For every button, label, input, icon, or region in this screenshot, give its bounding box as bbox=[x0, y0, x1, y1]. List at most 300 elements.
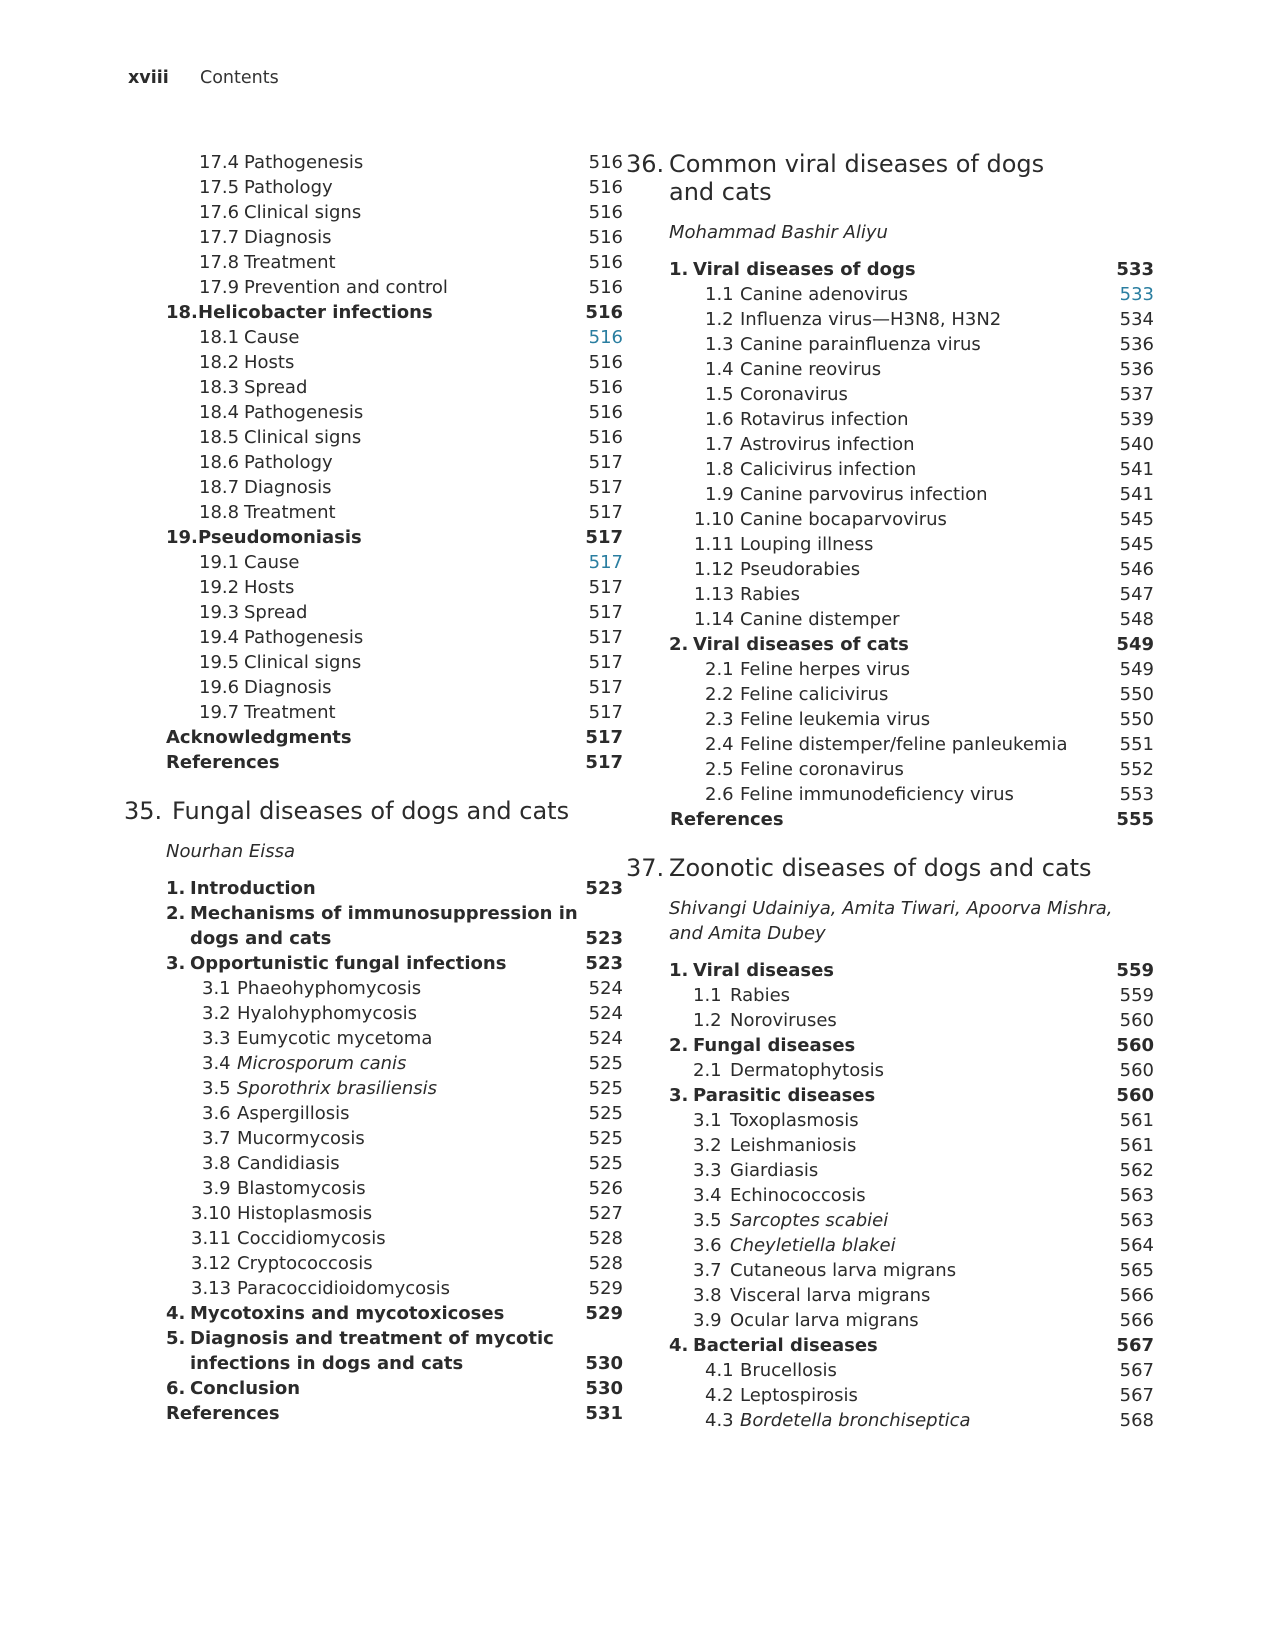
toc-page-number: 523 bbox=[585, 953, 623, 974]
toc-entry-number: 2.5 bbox=[705, 759, 734, 780]
toc-subsection-entry[interactable] bbox=[128, 175, 623, 200]
toc-entry-title: Diagnosis bbox=[244, 477, 332, 498]
toc-entry-title: Mycotoxins and mycotoxicoses bbox=[190, 1303, 505, 1324]
toc-entry-number: 1.7 bbox=[705, 434, 734, 455]
toc-subsection-entry[interactable] bbox=[654, 1058, 1154, 1083]
toc-page-number: 525 bbox=[588, 1053, 623, 1074]
toc-page-number: 525 bbox=[588, 1078, 623, 1099]
toc-subsection-entry[interactable] bbox=[128, 625, 623, 650]
toc-page-number: 568 bbox=[1119, 1410, 1154, 1431]
toc-page-number: 548 bbox=[1119, 609, 1154, 630]
toc-entry-title: Introduction bbox=[190, 878, 316, 899]
toc-entry-number: 4.2 bbox=[705, 1385, 734, 1406]
chapter-authors bbox=[166, 839, 623, 864]
chapter-36-heading bbox=[626, 150, 1154, 206]
toc-backmatter-entry[interactable] bbox=[128, 1401, 623, 1426]
toc-page-number: 517 bbox=[588, 477, 623, 498]
toc-entry-number: 18.6 bbox=[199, 452, 240, 473]
toc-subsection-entry[interactable] bbox=[128, 325, 623, 350]
toc-subsection-entry[interactable] bbox=[128, 425, 623, 450]
toc-entry-title: Spread bbox=[244, 602, 308, 623]
toc-subsection-entry[interactable] bbox=[128, 976, 623, 1001]
toc-entry-title: Mechanisms of immunosuppression in bbox=[190, 903, 578, 924]
toc-subsection-entry[interactable] bbox=[128, 1201, 623, 1226]
toc-subsection-entry[interactable] bbox=[654, 557, 1154, 582]
toc-page-number: 517 bbox=[585, 727, 623, 748]
toc-entry-number: 1.10 bbox=[694, 509, 735, 530]
toc-page-number: 526 bbox=[588, 1178, 623, 1199]
toc-subsection-entry[interactable] bbox=[128, 1276, 623, 1301]
toc-subsection-entry[interactable] bbox=[128, 1026, 623, 1051]
toc-subsection-entry[interactable] bbox=[654, 1133, 1154, 1158]
toc-page-number: 516 bbox=[588, 277, 623, 298]
toc-entry-number: 4.3 bbox=[705, 1410, 734, 1431]
toc-subsection-entry[interactable] bbox=[654, 1158, 1154, 1183]
toc-subsection-entry[interactable] bbox=[128, 375, 623, 400]
toc-entry-number: 2. bbox=[669, 1035, 689, 1056]
toc-subsection-entry[interactable] bbox=[654, 1233, 1154, 1258]
toc-page-number: 516 bbox=[588, 252, 623, 273]
toc-page-number: 566 bbox=[1119, 1285, 1154, 1306]
toc-subsection-entry[interactable] bbox=[654, 1208, 1154, 1233]
toc-page-number: 551 bbox=[1119, 734, 1154, 755]
toc-page-number: 523 bbox=[585, 878, 623, 899]
toc-entry-number: 4.1 bbox=[705, 1360, 734, 1381]
toc-entry-title: Pseudomoniasis bbox=[198, 527, 362, 548]
toc-entry-title: Clinical signs bbox=[244, 652, 362, 673]
toc-page-number: 561 bbox=[1119, 1135, 1154, 1156]
toc-subsection-entry[interactable] bbox=[654, 757, 1154, 782]
toc-entry-title: Feline immunodeficiency virus bbox=[740, 784, 1014, 805]
toc-subsection-entry[interactable] bbox=[654, 457, 1154, 482]
toc-page-number: 529 bbox=[588, 1278, 623, 1299]
toc-backmatter-entry[interactable] bbox=[128, 725, 623, 750]
toc-page-number: 537 bbox=[1119, 384, 1154, 405]
toc-entry-title: Pseudorabies bbox=[740, 559, 861, 580]
toc-page-number: 525 bbox=[588, 1128, 623, 1149]
right-column bbox=[626, 150, 1154, 1433]
toc-page-number: 528 bbox=[588, 1253, 623, 1274]
toc-subsection-entry[interactable] bbox=[128, 1101, 623, 1126]
toc-entry-title: Treatment bbox=[244, 252, 336, 273]
toc-entry-title: Feline leukemia virus bbox=[740, 709, 931, 730]
toc-section-entry[interactable] bbox=[654, 958, 1154, 983]
toc-list-chapter-35 bbox=[128, 876, 623, 1426]
toc-entry-number: 1.3 bbox=[705, 334, 734, 355]
toc-subsection-entry[interactable] bbox=[128, 1126, 623, 1151]
toc-page-number: 539 bbox=[1119, 409, 1154, 430]
toc-page-number: 564 bbox=[1119, 1235, 1154, 1256]
toc-entry-number: 19. bbox=[166, 527, 198, 548]
toc-subsection-entry[interactable] bbox=[654, 732, 1154, 757]
toc-section-entry[interactable] bbox=[654, 257, 1154, 282]
toc-entry-title: Visceral larva migrans bbox=[730, 1285, 931, 1306]
toc-page-number: 561 bbox=[1119, 1110, 1154, 1131]
toc-page-number: 524 bbox=[588, 1003, 623, 1024]
toc-page-link[interactable]: 533 bbox=[1119, 284, 1154, 305]
toc-entry-title: Spread bbox=[244, 377, 308, 398]
toc-entry-number: 1.14 bbox=[694, 609, 735, 630]
toc-page-number: 517 bbox=[588, 677, 623, 698]
toc-subsection-entry[interactable] bbox=[128, 250, 623, 275]
toc-subsection-entry[interactable] bbox=[654, 1408, 1154, 1433]
toc-subsection-entry[interactable] bbox=[654, 1183, 1154, 1208]
toc-page-number: 546 bbox=[1119, 559, 1154, 580]
chapter-title-line[interactable]: Common viral diseases of dogs bbox=[669, 150, 1045, 178]
toc-entry-title: Feline herpes virus bbox=[740, 659, 910, 680]
toc-list-chapter-36 bbox=[654, 257, 1154, 832]
toc-entry-title: Ocular larva migrans bbox=[730, 1310, 919, 1331]
toc-subsection-entry[interactable] bbox=[654, 357, 1154, 382]
toc-page-number: 525 bbox=[588, 1103, 623, 1124]
toc-entry-number: 1.12 bbox=[694, 559, 735, 580]
toc-page-number: 553 bbox=[1119, 784, 1154, 805]
toc-subsection-entry[interactable] bbox=[128, 600, 623, 625]
toc-entry-number: 1.2 bbox=[693, 1010, 722, 1031]
toc-entry-title: Rotavirus infection bbox=[740, 409, 909, 430]
running-title: Contents bbox=[200, 68, 279, 88]
toc-entry-title: Canine bocaparvovirus bbox=[740, 509, 947, 530]
toc-page-number: 517 bbox=[588, 627, 623, 648]
chapter-number: 37. bbox=[626, 854, 665, 882]
toc-subsection-entry[interactable] bbox=[654, 1108, 1154, 1133]
toc-subsection-entry[interactable] bbox=[128, 675, 623, 700]
toc-entry-number: 1.8 bbox=[705, 459, 734, 480]
toc-entry-number: 1.1 bbox=[693, 985, 722, 1006]
toc-entry-title: Hyalohyphomycosis bbox=[237, 1003, 417, 1024]
toc-page-number: 540 bbox=[1119, 434, 1154, 455]
toc-entry-number: 18.8 bbox=[199, 502, 240, 523]
toc-subsection-entry[interactable] bbox=[654, 307, 1154, 332]
toc-page-number: 567 bbox=[1119, 1385, 1154, 1406]
toc-section-entry[interactable] bbox=[128, 876, 623, 901]
toc-entry-number: 3.9 bbox=[202, 1178, 231, 1199]
toc-entry-title: Helicobacter infections bbox=[198, 302, 433, 323]
toc-subsection-entry[interactable] bbox=[654, 382, 1154, 407]
toc-page-number: 529 bbox=[585, 1303, 623, 1324]
toc-entry-title: Canine adenovirus bbox=[740, 284, 909, 305]
toc-entry-number: 4. bbox=[166, 1303, 186, 1324]
toc-subsection-entry[interactable] bbox=[654, 1283, 1154, 1308]
toc-entry-title: Cause bbox=[244, 327, 300, 348]
toc-entry-title: Noroviruses bbox=[730, 1010, 837, 1031]
author-line: Mohammad Bashir Aliyu bbox=[669, 222, 888, 243]
toc-page-number: 516 bbox=[588, 202, 623, 223]
toc-subsection-entry[interactable] bbox=[654, 1383, 1154, 1408]
toc-subsection-entry[interactable] bbox=[654, 282, 1154, 307]
toc-entry-title: Viral diseases bbox=[693, 960, 835, 981]
toc-entry-title: Toxoplasmosis bbox=[730, 1110, 859, 1131]
toc-subsection-entry[interactable] bbox=[654, 507, 1154, 532]
toc-subsection-entry[interactable] bbox=[128, 1001, 623, 1026]
toc-entry-number: 2.2 bbox=[705, 684, 734, 705]
toc-page-number: 563 bbox=[1119, 1210, 1154, 1231]
toc-section-entry[interactable] bbox=[654, 1033, 1154, 1058]
toc-entry-title: Phaeohyphomycosis bbox=[237, 978, 422, 999]
toc-page-number: 559 bbox=[1119, 985, 1154, 1006]
toc-entry-title: Leishmaniosis bbox=[730, 1135, 857, 1156]
toc-subsection-entry[interactable] bbox=[654, 1008, 1154, 1033]
toc-page-number: 517 bbox=[588, 702, 623, 723]
toc-entry-number: 18.1 bbox=[199, 327, 240, 348]
toc-subsection-entry[interactable] bbox=[128, 1076, 623, 1101]
toc-entry-number: 18.3 bbox=[199, 377, 240, 398]
toc-page-number: 530 bbox=[585, 1378, 623, 1399]
toc-section-entry[interactable] bbox=[128, 1376, 623, 1401]
toc-subsection-entry[interactable] bbox=[128, 400, 623, 425]
toc-entry-number: 3. bbox=[669, 1085, 689, 1106]
toc-subsection-entry[interactable] bbox=[128, 1226, 623, 1251]
chapter-title-line[interactable]: Zoonotic diseases of dogs and cats bbox=[669, 854, 1092, 882]
toc-subsection-entry[interactable] bbox=[654, 532, 1154, 557]
toc-section-entry[interactable] bbox=[128, 1351, 623, 1376]
toc-subsection-entry[interactable] bbox=[128, 550, 623, 575]
toc-entry-title: Cause bbox=[244, 552, 300, 573]
toc-section-entry[interactable] bbox=[128, 1326, 623, 1351]
toc-subsection-entry[interactable] bbox=[654, 582, 1154, 607]
toc-page-number: 552 bbox=[1119, 759, 1154, 780]
toc-entry-title: References bbox=[166, 752, 280, 773]
toc-page-number: 531 bbox=[585, 1403, 623, 1424]
toc-entry-title: Sarcoptes scabiei bbox=[730, 1210, 889, 1231]
toc-entry-number: 4. bbox=[669, 1335, 689, 1356]
toc-entry-number: 1.1 bbox=[705, 284, 734, 305]
toc-entry-number: 3.1 bbox=[693, 1110, 722, 1131]
toc-entry-title: Acknowledgments bbox=[166, 727, 352, 748]
toc-entry-number: 2.6 bbox=[705, 784, 734, 805]
toc-entry-title: Blastomycosis bbox=[237, 1178, 366, 1199]
toc-entry-number: 6. bbox=[166, 1378, 186, 1399]
toc-entry-number: 3.13 bbox=[191, 1278, 232, 1299]
toc-subsection-entry[interactable] bbox=[128, 500, 623, 525]
toc-page-number: 525 bbox=[588, 1153, 623, 1174]
toc-subsection-entry[interactable] bbox=[128, 450, 623, 475]
toc-entry-title: Giardiasis bbox=[730, 1160, 819, 1181]
toc-subsection-entry[interactable] bbox=[128, 700, 623, 725]
left-column bbox=[124, 150, 623, 1426]
chapter-title-line[interactable]: and cats bbox=[669, 178, 772, 206]
chapter-title[interactable] bbox=[669, 854, 1154, 882]
toc-entry-title: References bbox=[166, 1403, 280, 1424]
author-line: Shivangi Udainiya, Amita Tiwari, Apoorva Mishra, bbox=[669, 898, 1113, 919]
toc-entry-number: 1.6 bbox=[705, 409, 734, 430]
toc-subsection-entry[interactable] bbox=[128, 150, 623, 175]
toc-page-number: 517 bbox=[588, 577, 623, 598]
toc-section-entry[interactable] bbox=[128, 926, 623, 951]
toc-page-number: 516 bbox=[588, 177, 623, 198]
toc-subsection-entry[interactable] bbox=[128, 350, 623, 375]
toc-subsection-entry[interactable] bbox=[654, 1358, 1154, 1383]
toc-entry-title: Conclusion bbox=[190, 1378, 301, 1399]
toc-subsection-entry[interactable] bbox=[654, 332, 1154, 357]
toc-entry-title: Coccidiomycosis bbox=[237, 1228, 386, 1249]
toc-page-number: 567 bbox=[1116, 1335, 1154, 1356]
toc-subsection-entry[interactable] bbox=[128, 1251, 623, 1276]
toc-entry-number: 1. bbox=[669, 259, 689, 280]
toc-entry-title: Clinical signs bbox=[244, 202, 362, 223]
toc-page-number: 516 bbox=[585, 302, 623, 323]
toc-subsection-entry[interactable] bbox=[128, 200, 623, 225]
toc-entry-title: Dermatophytosis bbox=[730, 1060, 884, 1081]
toc-entry-number: 3.11 bbox=[191, 1228, 232, 1249]
toc-page-number: 545 bbox=[1119, 534, 1154, 555]
toc-entry-title: Sporothrix brasiliensis bbox=[237, 1078, 437, 1099]
toc-entry-number: 17.4 bbox=[199, 152, 240, 173]
toc-subsection-entry[interactable] bbox=[654, 432, 1154, 457]
toc-page-number: 517 bbox=[585, 527, 623, 548]
toc-entry-number: 3.7 bbox=[202, 1128, 231, 1149]
toc-page-number: 528 bbox=[588, 1228, 623, 1249]
toc-page-number: 517 bbox=[585, 752, 623, 773]
author-line: and Amita Dubey bbox=[669, 923, 826, 944]
toc-subsection-entry[interactable] bbox=[654, 782, 1154, 807]
chapter-number: 35. bbox=[124, 797, 163, 825]
toc-subsection-entry[interactable] bbox=[654, 682, 1154, 707]
toc-entry-number: 19.2 bbox=[199, 577, 240, 598]
toc-page-number: 559 bbox=[1116, 960, 1154, 981]
toc-page-number: 516 bbox=[588, 402, 623, 423]
toc-entry-number: 3.3 bbox=[202, 1028, 231, 1049]
toc-subsection-entry[interactable] bbox=[128, 1151, 623, 1176]
toc-section-entry[interactable] bbox=[654, 1333, 1154, 1358]
toc-entry-number: 3.9 bbox=[693, 1310, 722, 1331]
toc-entry-title: Pathogenesis bbox=[244, 627, 364, 648]
chapter-title-line[interactable]: Fungal diseases of dogs and cats bbox=[172, 797, 570, 825]
toc-section-entry[interactable] bbox=[128, 901, 623, 926]
toc-entry-number: 3.6 bbox=[693, 1235, 722, 1256]
toc-subsection-entry[interactable] bbox=[128, 225, 623, 250]
toc-entry-number: 17.6 bbox=[199, 202, 240, 223]
toc-page-number: 566 bbox=[1119, 1310, 1154, 1331]
toc-entry-number: 2. bbox=[669, 634, 689, 655]
toc-page-number: 550 bbox=[1119, 684, 1154, 705]
toc-page-number: 536 bbox=[1119, 359, 1154, 380]
toc-entry-number: 1.11 bbox=[694, 534, 735, 555]
toc-entry-title: Viral diseases of dogs bbox=[693, 259, 916, 280]
toc-entry-number: 2. bbox=[166, 903, 186, 924]
toc-page-number: 530 bbox=[585, 1353, 623, 1374]
toc-entry-number: 18. bbox=[166, 302, 198, 323]
toc-backmatter-entry[interactable] bbox=[128, 750, 623, 775]
toc-entry-title: Cutaneous larva migrans bbox=[730, 1260, 957, 1281]
toc-entry-number: 3.1 bbox=[202, 978, 231, 999]
toc-entry-title: Canine reovirus bbox=[740, 359, 882, 380]
toc-page-number: 524 bbox=[588, 978, 623, 999]
toc-entry-title: Hosts bbox=[244, 577, 295, 598]
toc-page-number: 517 bbox=[588, 602, 623, 623]
toc-subsection-entry[interactable] bbox=[654, 482, 1154, 507]
toc-entry-number: 17.7 bbox=[199, 227, 240, 248]
toc-entry-title: Coronavirus bbox=[740, 384, 848, 405]
toc-entry-title: Treatment bbox=[244, 502, 336, 523]
toc-entry-number: 18.7 bbox=[199, 477, 240, 498]
toc-section-entry[interactable] bbox=[128, 300, 623, 325]
chapter-37-heading bbox=[626, 854, 1154, 882]
toc-entry-title: Feline calicivirus bbox=[740, 684, 889, 705]
toc-entry-title: Diagnosis bbox=[244, 227, 332, 248]
toc-subsection-entry[interactable] bbox=[128, 1176, 623, 1201]
toc-entry-number: 2.4 bbox=[705, 734, 734, 755]
toc-entry-number: 1.2 bbox=[705, 309, 734, 330]
toc-section-entry[interactable] bbox=[128, 1301, 623, 1326]
toc-subsection-entry[interactable] bbox=[128, 475, 623, 500]
toc-page-link[interactable]: 516 bbox=[588, 327, 623, 348]
toc-entry-number: 3.8 bbox=[693, 1285, 722, 1306]
toc-page-link[interactable]: 517 bbox=[588, 552, 623, 573]
toc-entry-number: 3.2 bbox=[202, 1003, 231, 1024]
toc-page-number: 533 bbox=[1116, 259, 1154, 280]
toc-section-entry[interactable] bbox=[128, 951, 623, 976]
toc-entry-title: Pathology bbox=[244, 177, 333, 198]
chapter-title[interactable] bbox=[172, 797, 623, 825]
toc-entry-number: 3.5 bbox=[202, 1078, 231, 1099]
toc-entry-title: Cryptococcosis bbox=[237, 1253, 373, 1274]
toc-subsection-entry[interactable] bbox=[654, 657, 1154, 682]
toc-entry-number: 1.9 bbox=[705, 484, 734, 505]
toc-entry-title: Microsporum canis bbox=[237, 1053, 407, 1074]
toc-entry-number: 3.2 bbox=[693, 1135, 722, 1156]
toc-entry-title: Astrovirus infection bbox=[740, 434, 915, 455]
toc-page-number: 517 bbox=[588, 452, 623, 473]
toc-entry-title: Diagnosis bbox=[244, 677, 332, 698]
toc-subsection-entry[interactable] bbox=[128, 575, 623, 600]
toc-entry-number: 3.5 bbox=[693, 1210, 722, 1231]
toc-entry-number: 1.5 bbox=[705, 384, 734, 405]
toc-subsection-entry[interactable] bbox=[128, 275, 623, 300]
toc-subsection-entry[interactable] bbox=[654, 407, 1154, 432]
toc-section-entry[interactable] bbox=[654, 632, 1154, 657]
toc-entry-number: 3.3 bbox=[693, 1160, 722, 1181]
toc-entry-number: 17.5 bbox=[199, 177, 240, 198]
toc-entry-title: Brucellosis bbox=[740, 1360, 837, 1381]
toc-subsection-entry[interactable] bbox=[654, 607, 1154, 632]
toc-entry-number: 1. bbox=[669, 960, 689, 981]
toc-section-entry[interactable] bbox=[654, 1083, 1154, 1108]
toc-subsection-entry[interactable] bbox=[654, 707, 1154, 732]
toc-page-number: 516 bbox=[588, 377, 623, 398]
toc-entry-title: Pathogenesis bbox=[244, 402, 364, 423]
toc-entry-title: Diagnosis and treatment of mycotic bbox=[190, 1328, 554, 1349]
toc-entry-title: Feline distemper/feline panleukemia bbox=[740, 734, 1068, 755]
toc-subsection-entry[interactable] bbox=[654, 983, 1154, 1008]
toc-page-number: 516 bbox=[588, 352, 623, 373]
toc-entry-title: Mucormycosis bbox=[237, 1128, 365, 1149]
toc-page-number: 550 bbox=[1119, 709, 1154, 730]
toc-entry-title: Parasitic diseases bbox=[693, 1085, 876, 1106]
toc-entry-title: Paracoccidioidomycosis bbox=[237, 1278, 450, 1299]
toc-subsection-entry[interactable] bbox=[128, 650, 623, 675]
toc-entry-title: Treatment bbox=[244, 702, 336, 723]
chapter-title[interactable] bbox=[669, 150, 1154, 206]
toc-subsection-entry[interactable] bbox=[128, 1051, 623, 1076]
toc-entry-title: Hosts bbox=[244, 352, 295, 373]
toc-entry-title: Pathogenesis bbox=[244, 152, 364, 173]
toc-page-number: 534 bbox=[1119, 309, 1154, 330]
toc-entry-number: 3.10 bbox=[191, 1203, 232, 1224]
toc-backmatter-entry[interactable] bbox=[654, 807, 1154, 832]
toc-entry-title: Prevention and control bbox=[244, 277, 448, 298]
toc-section-entry[interactable] bbox=[128, 525, 623, 550]
toc-entry-number: 17.9 bbox=[199, 277, 240, 298]
toc-page-number: 536 bbox=[1119, 334, 1154, 355]
toc-entry-title: Louping illness bbox=[740, 534, 874, 555]
toc-entry-number: 2.1 bbox=[705, 659, 734, 680]
toc-entry-title: Fungal diseases bbox=[693, 1035, 856, 1056]
toc-entry-number: 19.7 bbox=[199, 702, 240, 723]
toc-subsection-entry[interactable] bbox=[654, 1308, 1154, 1333]
toc-entry-title: Pathology bbox=[244, 452, 333, 473]
toc-subsection-entry[interactable] bbox=[654, 1258, 1154, 1283]
